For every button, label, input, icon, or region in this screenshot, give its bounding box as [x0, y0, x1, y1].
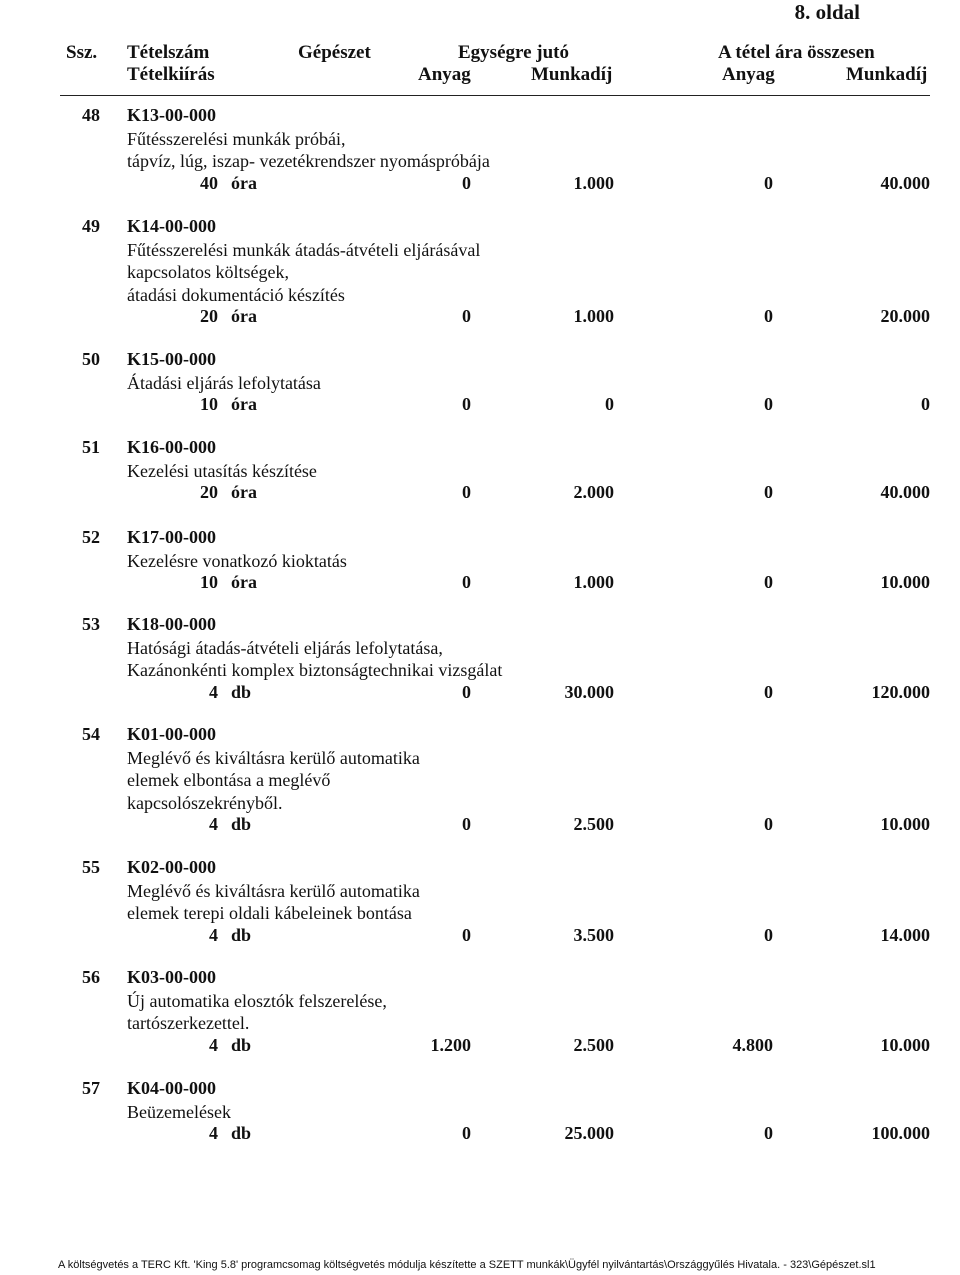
item-description-line: elemek elbontása a meglévő — [127, 770, 331, 790]
footer-note: A költségvetés a TERC Kft. 'King 5.8' programcsomag költségvetés módulja készítette a SZETT munkák\Ügyfél nyilvántartás\Országgyűlés Hivatala. - 323\Gépészet.sl1 — [58, 1259, 876, 1271]
item-unit-material: 0 — [462, 306, 471, 326]
item-quantity-row — [0, 482, 960, 504]
item-quantity-row — [0, 925, 960, 947]
item-quantity: 40 — [200, 172, 218, 193]
item-quantity-row — [0, 394, 960, 416]
item-unit-labor: 1.000 — [573, 306, 614, 326]
page-number: 8. oldal — [794, 0, 860, 24]
item-code: K15-00-000 — [127, 349, 216, 369]
item-unit-material: 1.200 — [430, 1034, 471, 1055]
item-description-line: tartószerkezettel. — [127, 1013, 250, 1033]
item-total-labor: 10.000 — [880, 814, 930, 834]
item-unit: db — [231, 1034, 252, 1055]
item-total-labor: 10.000 — [880, 1034, 930, 1055]
item-total-material: 0 — [764, 482, 773, 502]
item-quantity: 4 — [209, 1034, 218, 1055]
item-total-labor: 40.000 — [880, 482, 930, 502]
item-unit-material: 0 — [462, 1123, 471, 1143]
item-quantity: 4 — [209, 924, 218, 945]
item-code: K03-00-000 — [127, 967, 216, 987]
item-description-line: Hatósági átadás-átvételi eljárás lefolytatása, — [127, 637, 443, 658]
item-code: K18-00-000 — [127, 614, 216, 634]
item-unit: óra — [231, 394, 257, 414]
item-unit-material: 0 — [462, 172, 471, 193]
item-unit-labor: 3.500 — [573, 924, 614, 945]
item-unit-material: 0 — [462, 572, 471, 592]
header-ossz-anyag: Anyag — [722, 64, 775, 85]
item-unit-labor: 25.000 — [564, 1123, 614, 1143]
item-total-material: 0 — [764, 924, 773, 945]
item-description — [127, 460, 317, 483]
item-total-material: 0 — [764, 814, 773, 834]
item-description-line: Meglévő és kiváltásra kerülő automatika — [127, 880, 420, 901]
header-ssz: Ssz. — [66, 42, 98, 63]
item-total-labor: 100.000 — [871, 1123, 930, 1143]
item-code: K16-00-000 — [127, 437, 216, 457]
item-code: K17-00-000 — [127, 527, 216, 547]
item-number: 54 — [82, 724, 100, 744]
item-unit-material: 0 — [462, 814, 471, 834]
item-quantity: 20 — [200, 482, 218, 502]
item-quantity-row — [0, 173, 960, 195]
item-total-material: 4.800 — [732, 1034, 773, 1055]
item-description-line: átadási dokumentáció készítés — [127, 284, 345, 305]
item-total-labor: 14.000 — [880, 924, 930, 945]
item-description — [127, 239, 480, 307]
item-number: 56 — [82, 967, 100, 987]
item-unit-labor: 2.500 — [573, 814, 614, 834]
header-divider — [60, 95, 930, 96]
item-total-material: 0 — [764, 394, 773, 414]
item-description-line: Kezelési utasítás készítése — [127, 460, 317, 481]
item-total-labor: 20.000 — [880, 306, 930, 326]
item-unit: db — [231, 1123, 252, 1143]
item-total-material: 0 — [764, 1123, 773, 1143]
item-code: K14-00-000 — [127, 216, 216, 236]
item-number: 48 — [82, 105, 100, 125]
item-number: 49 — [82, 216, 100, 236]
item-description-line: Fűtésszerelési munkák átadás-átvételi eljárásával — [127, 239, 481, 260]
item-total-material: 0 — [764, 681, 773, 702]
item-description — [127, 747, 420, 815]
item-quantity: 10 — [200, 394, 218, 414]
item-code: K13-00-000 — [127, 105, 216, 125]
item-total-labor: 10.000 — [880, 572, 930, 592]
item-number: 51 — [82, 437, 100, 457]
item-description-line: Fűtésszerelési munkák próbái, — [127, 128, 346, 149]
item-code: K01-00-000 — [127, 724, 216, 744]
item-unit: db — [231, 814, 252, 834]
header-tetelszam: Tételszám — [127, 42, 210, 63]
item-quantity-row — [0, 306, 960, 328]
item-unit-material: 0 — [462, 482, 471, 502]
item-total-labor: 0 — [921, 394, 930, 414]
item-description-line: Kazánonkénti komplex biztonságtechnikai vizsgálat — [127, 660, 503, 680]
item-description — [127, 372, 321, 395]
item-quantity: 20 — [200, 306, 218, 326]
item-unit-material: 0 — [462, 924, 471, 945]
item-unit: óra — [231, 482, 257, 502]
item-description-line: Új automatika elosztók felszerelése, — [127, 990, 387, 1011]
item-quantity-row — [0, 1035, 960, 1057]
item-unit-labor: 2.000 — [573, 482, 614, 502]
item-quantity-row — [0, 572, 960, 594]
item-unit-material: 0 — [462, 681, 471, 702]
item-code: K02-00-000 — [127, 857, 216, 877]
header-ossz-munkadij: Munkadíj — [846, 64, 928, 85]
item-description — [127, 550, 347, 573]
item-total-labor: 120.000 — [871, 681, 930, 702]
header-tetel-ara: A tétel ára összesen — [718, 42, 875, 63]
item-total-material: 0 — [764, 572, 773, 592]
item-quantity-row — [0, 814, 960, 836]
item-description-line: elemek terepi oldali kábeleinek bontása — [127, 903, 412, 923]
item-description — [127, 637, 502, 682]
item-unit-labor: 1.000 — [573, 172, 614, 193]
item-description — [127, 990, 387, 1035]
item-description — [127, 1101, 231, 1124]
item-description — [127, 128, 490, 173]
item-quantity: 10 — [200, 572, 218, 592]
item-description-line: Kezelésre vonatkozó kioktatás — [127, 550, 347, 571]
item-unit: óra — [231, 172, 257, 193]
item-description-line: Meglévő és kiváltásra kerülő automatika — [127, 747, 420, 768]
item-total-material: 0 — [764, 306, 773, 326]
item-description-line: kapcsolatos költségek, — [127, 262, 289, 282]
item-number: 57 — [82, 1078, 100, 1098]
item-unit-labor: 1.000 — [573, 572, 614, 592]
header-gepeszet: Gépészet — [298, 42, 371, 63]
item-description-line: tápvíz, lúg, iszap- vezetékrendszer nyomáspróbája — [127, 151, 490, 171]
item-quantity: 4 — [209, 681, 218, 702]
header-anyag: Anyag — [418, 64, 471, 85]
item-description-line: kapcsolószekrényből. — [127, 792, 283, 813]
item-quantity: 4 — [209, 814, 218, 834]
item-unit: óra — [231, 306, 257, 326]
item-unit-labor: 30.000 — [564, 681, 614, 702]
item-quantity: 4 — [209, 1123, 218, 1143]
item-description-line: Beüzemelések — [127, 1101, 231, 1122]
item-unit-labor: 0 — [605, 394, 614, 414]
item-code: K04-00-000 — [127, 1078, 216, 1098]
header-egysegre-juto: Egységre jutó — [458, 42, 569, 63]
item-number: 53 — [82, 614, 100, 634]
item-unit: db — [231, 681, 252, 702]
item-unit-labor: 2.500 — [573, 1034, 614, 1055]
header-munkadij: Munkadíj — [531, 64, 613, 85]
item-description — [127, 880, 420, 925]
item-description-line: Átadási eljárás lefolytatása — [127, 372, 321, 393]
item-unit-material: 0 — [462, 394, 471, 414]
item-quantity-row — [0, 1123, 960, 1145]
item-quantity-row — [0, 682, 960, 704]
item-total-labor: 40.000 — [880, 172, 930, 193]
item-number: 50 — [82, 349, 100, 369]
item-number: 52 — [82, 527, 100, 547]
item-unit: db — [231, 924, 252, 945]
item-unit: óra — [231, 572, 257, 592]
header-tetelkiiras: Tételkiírás — [127, 64, 215, 85]
item-total-material: 0 — [764, 172, 773, 193]
item-number: 55 — [82, 857, 100, 877]
